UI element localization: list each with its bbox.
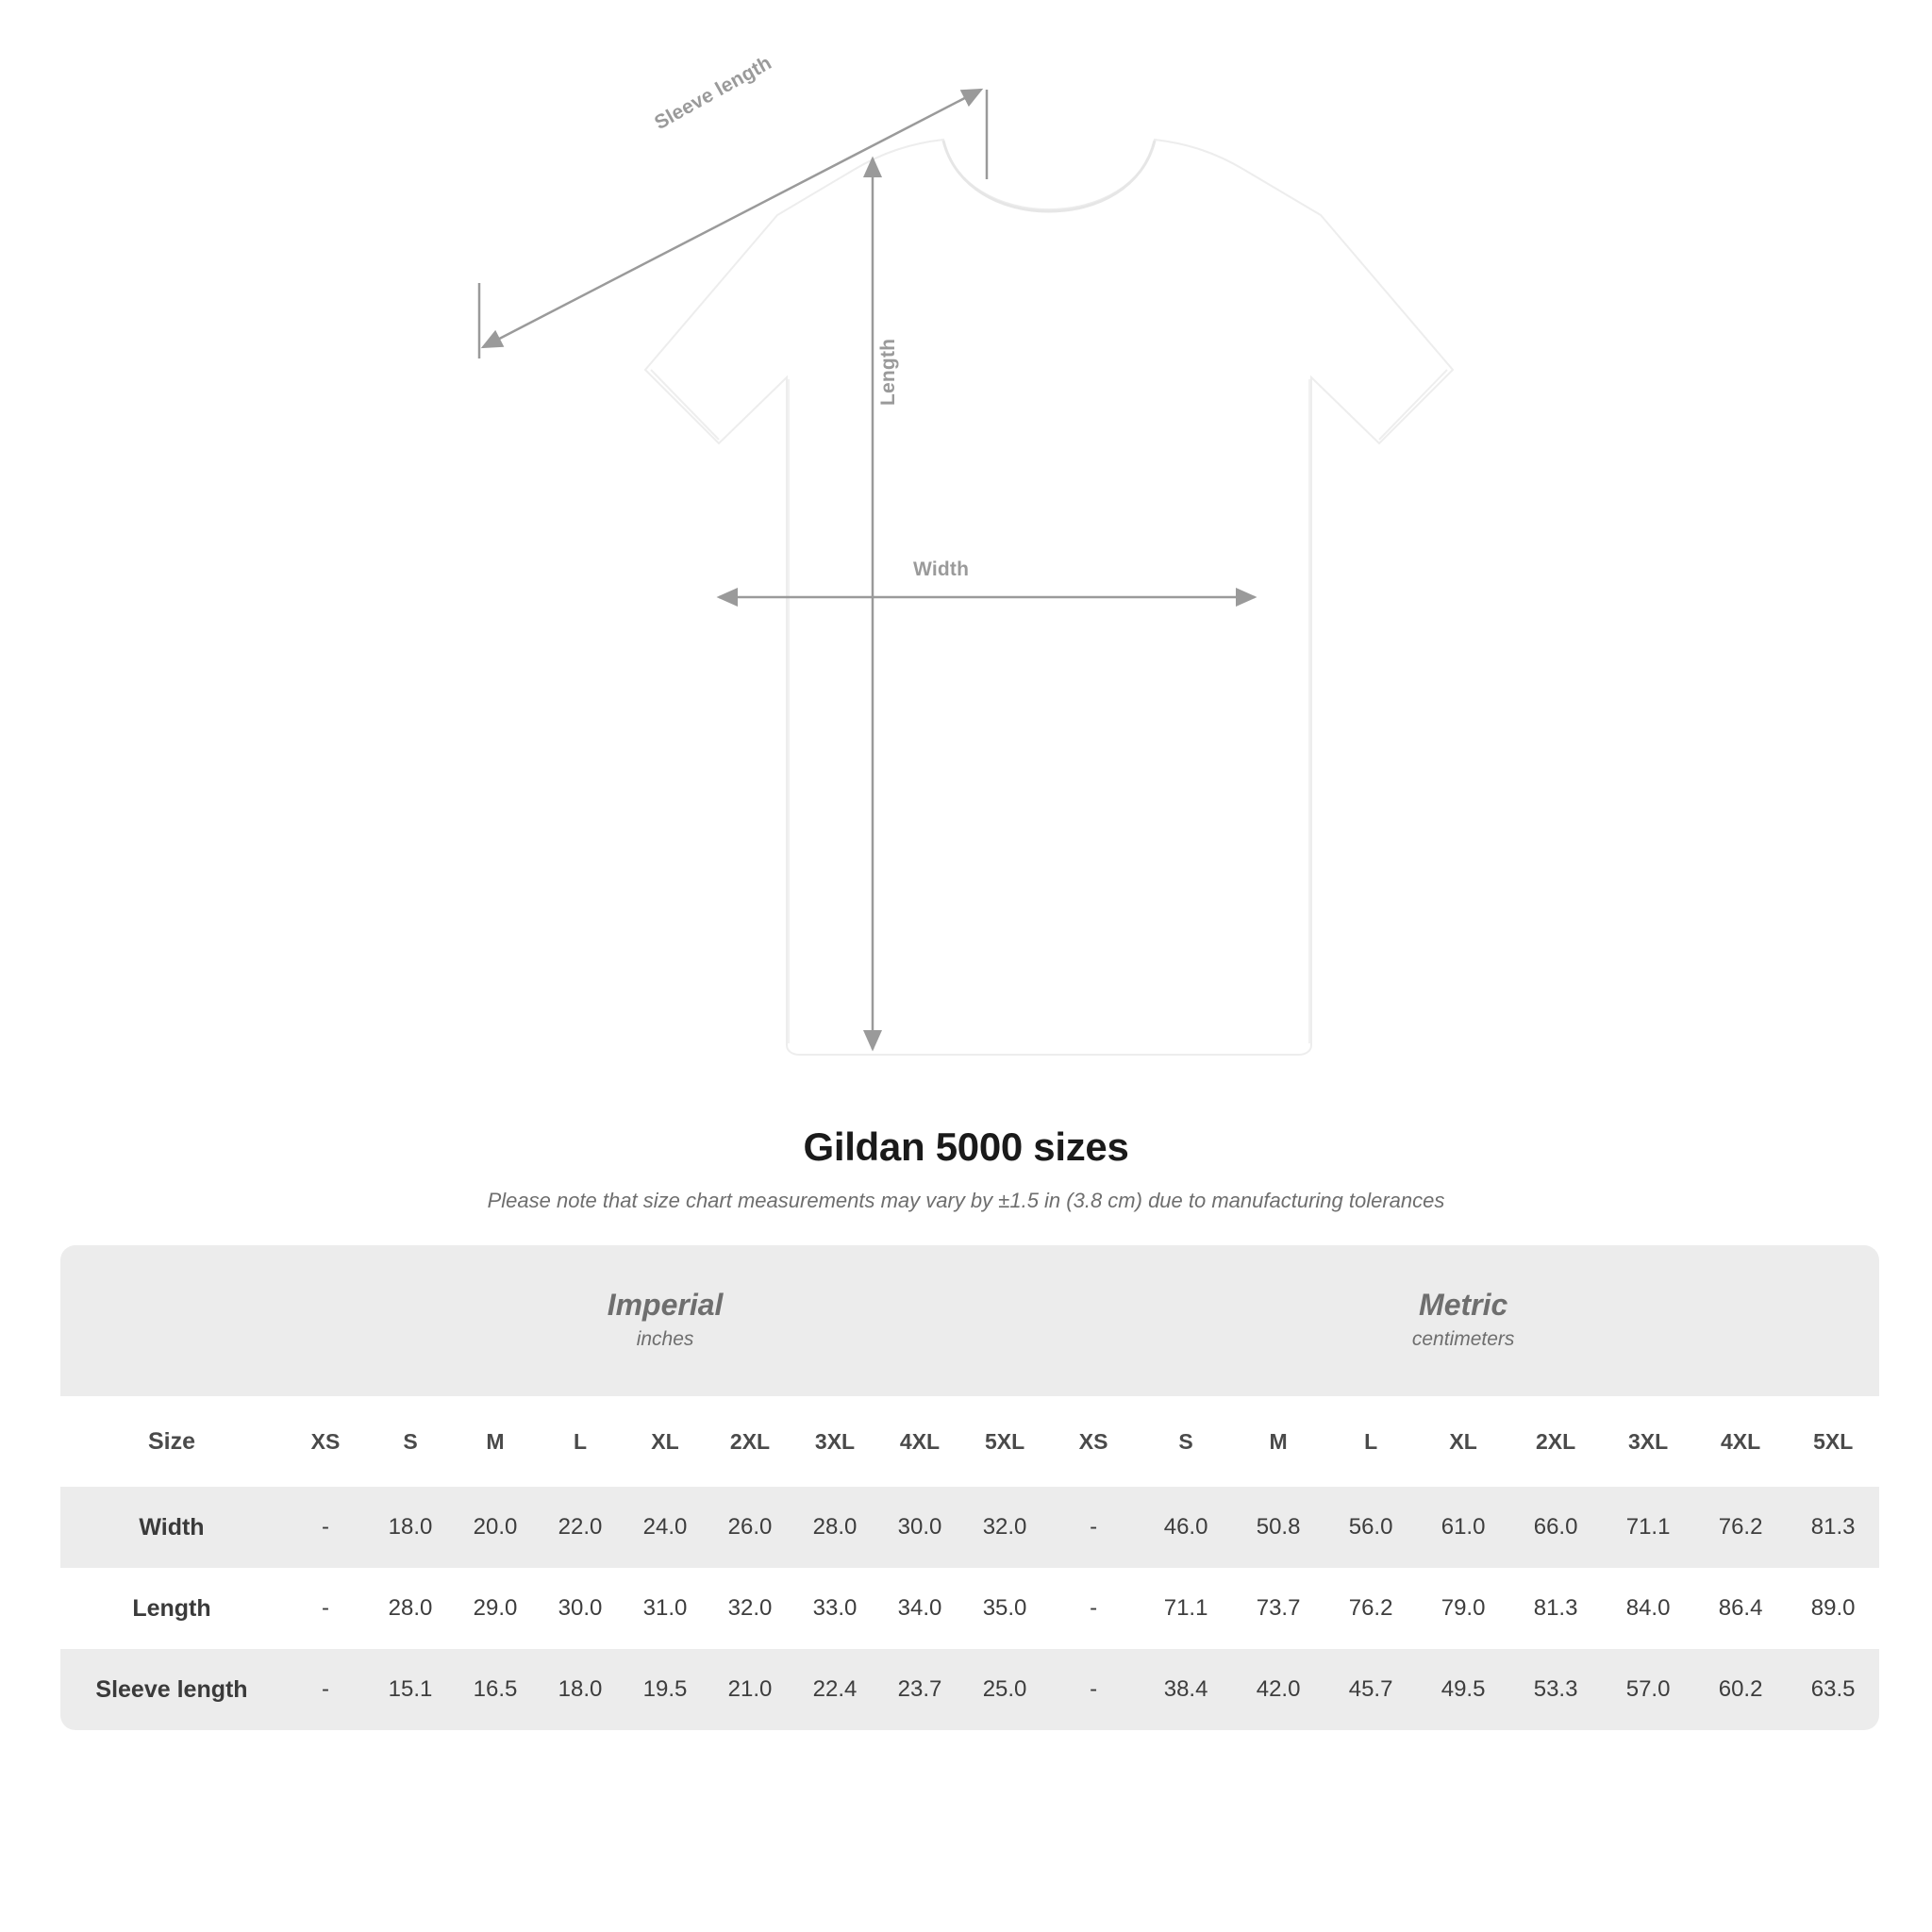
header-imperial-xs: XS [283,1396,368,1487]
cell-width-imperial-4xl: 30.0 [877,1487,962,1568]
imperial-sublabel: inches [636,1328,694,1351]
cell-length-metric-s: 71.1 [1163,1595,1208,1621]
header-imperial-3xl: 3XL [792,1396,877,1487]
cell-length-imperial-4xl: 34.0 [897,1595,942,1621]
header-metric-3xl: 3XL [1602,1396,1694,1487]
size-table-wrap [60,1245,1872,1730]
cell-width-metric-5xl: 81.3 [1787,1487,1879,1568]
cell-length-imperial-5xl: 35.0 [982,1595,1027,1621]
cell-width-metric-xs: - [1047,1487,1140,1568]
page-title: Gildan 5000 sizes [803,1124,1129,1169]
cell-length-metric-l: 76.2 [1348,1595,1393,1621]
cell-sleeve-metric-s: 38.4 [1140,1649,1232,1730]
cell-width-imperial-2xl: 26.0 [708,1487,792,1568]
header-imperial-xl: XL [623,1396,708,1487]
cell-length-metric-5xl: 89.0 [1810,1595,1856,1621]
cell-sleeve-imperial-xs: - [283,1649,368,1730]
table-row [60,1649,1879,1730]
cell-width-metric-3xl: 71.1 [1602,1487,1694,1568]
unit-group-metric [1047,1245,1879,1396]
cell-length-metric-xl: 79.0 [1441,1595,1486,1621]
cell-sleeve-imperial-s: 15.1 [368,1649,453,1730]
cell-sleeve-metric-xl: 49.5 [1417,1649,1509,1730]
cell-sleeve-imperial-l: 18.0 [538,1649,623,1730]
cell-width-metric-2xl: 66.0 [1509,1487,1602,1568]
cell-length-imperial-2xl: 32.0 [727,1595,773,1621]
cell-sleeve-metric-m: 42.0 [1232,1649,1324,1730]
unit-header-spacer [60,1245,283,1396]
row-label-width: Width [60,1487,283,1568]
cell-sleeve-imperial-3xl: 22.4 [792,1649,877,1730]
table-row [60,1568,1879,1649]
cell-width-metric-xl: 61.0 [1417,1487,1509,1568]
cell-length-imperial-m: 29.0 [473,1595,518,1621]
cell-width-imperial-s: 18.0 [368,1487,453,1568]
cell-length-imperial-xl: 31.0 [642,1595,688,1621]
cell-width-metric-4xl: 76.2 [1694,1487,1787,1568]
header-imperial-2xl: 2XL [708,1396,792,1487]
cell-sleeve-metric-l: 45.7 [1324,1649,1417,1730]
tolerance-note: Please note that size chart measurements may vary by ±1.5 in (3.8 cm) due to manufacturing tolerances [487,1189,1445,1212]
cell-width-imperial-3xl: 28.0 [792,1487,877,1568]
table-row [60,1487,1879,1568]
cell-sleeve-metric-4xl: 60.2 [1694,1649,1787,1730]
cell-sleeve-imperial-5xl: 25.0 [962,1649,1047,1730]
header-imperial-m: M [453,1396,538,1487]
header-metric-l: L [1324,1396,1417,1487]
header-size: Size [60,1396,283,1487]
cell-length-imperial-3xl: 33.0 [812,1595,858,1621]
cell-length-metric-4xl: 86.4 [1718,1595,1763,1621]
metric-sublabel: centimeters [1411,1328,1515,1351]
header-metric-xl: XL [1417,1396,1509,1487]
header-imperial-4xl: 4XL [877,1396,962,1487]
unit-header-row [60,1245,1879,1396]
cell-sleeve-imperial-4xl: 23.7 [877,1649,962,1730]
cell-length-metric-2xl: 81.3 [1533,1595,1578,1621]
header-metric-4xl: 4XL [1694,1396,1787,1487]
cell-length-imperial-xs: - [322,1595,329,1621]
cell-width-metric-m: 50.8 [1232,1487,1324,1568]
header-metric-5xl: 5XL [1787,1396,1879,1487]
unit-group-imperial [283,1245,1047,1396]
cell-length-metric-m: 73.7 [1256,1595,1301,1621]
cell-width-metric-s: 46.0 [1140,1487,1232,1568]
cell-length-metric-3xl: 84.0 [1625,1595,1671,1621]
header-metric-m: M [1232,1396,1324,1487]
length-label: Length [877,338,899,406]
cell-width-imperial-l: 22.0 [538,1487,623,1568]
cell-sleeve-imperial-xl: 19.5 [623,1649,708,1730]
header-metric-xs: XS [1047,1396,1140,1487]
title-block [0,1124,1932,1213]
cell-sleeve-imperial-m: 16.5 [453,1649,538,1730]
cell-sleeve-imperial-2xl: 21.0 [708,1649,792,1730]
cell-width-imperial-5xl: 32.0 [962,1487,1047,1568]
header-imperial-s: S [368,1396,453,1487]
cell-length-imperial-l: 30.0 [558,1595,603,1621]
header-metric-s: S [1140,1396,1232,1487]
cell-length-imperial-s: 28.0 [388,1595,433,1621]
header-imperial-5xl: 5XL [962,1396,1047,1487]
cell-sleeve-metric-xs: - [1047,1649,1140,1730]
header-imperial-l: L [538,1396,623,1487]
header-metric-2xl: 2XL [1509,1396,1602,1487]
cell-sleeve-metric-5xl: 63.5 [1787,1649,1879,1730]
sleeve-length-label: Sleeve length [651,52,775,135]
cell-width-imperial-xl: 24.0 [623,1487,708,1568]
size-table [60,1245,1879,1730]
row-label-length: Length [132,1594,211,1622]
cell-width-imperial-xs: - [283,1487,368,1568]
row-label-sleeve-length: Sleeve length [60,1649,283,1730]
cell-sleeve-metric-3xl: 57.0 [1602,1649,1694,1730]
imperial-label: Imperial [607,1288,724,1323]
cell-sleeve-metric-2xl: 53.3 [1509,1649,1602,1730]
size-header-row [60,1396,1879,1487]
cell-length-metric-xs: - [1090,1595,1098,1621]
width-label: Width [913,558,970,580]
metric-label: Metric [1419,1288,1508,1323]
cell-width-imperial-m: 20.0 [453,1487,538,1568]
cell-width-metric-l: 56.0 [1324,1487,1417,1568]
